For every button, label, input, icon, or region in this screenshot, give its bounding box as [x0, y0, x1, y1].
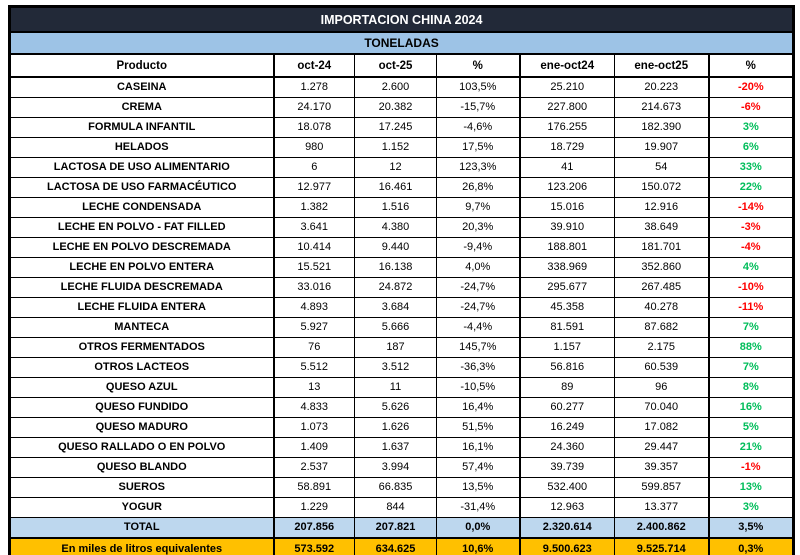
table-row	[10, 77, 794, 97]
product-cell: FORMULA INFANTIL	[10, 117, 274, 137]
value-cell: 58.891	[274, 477, 355, 497]
value-cell: 4.380	[355, 217, 437, 237]
pct-change-cell: 33%	[709, 157, 794, 177]
value-cell: 5.512	[274, 357, 355, 377]
value-cell: 10.414	[274, 237, 355, 257]
value-cell: 17.245	[355, 117, 437, 137]
value-cell: -24,7%	[437, 297, 520, 317]
pct-change-cell: 16%	[709, 397, 794, 417]
table-row	[10, 317, 794, 337]
value-cell: 13.377	[615, 497, 709, 517]
value-cell: 145,7%	[437, 337, 520, 357]
value-cell: -31,4%	[437, 497, 520, 517]
product-cell: OTROS LACTEOS	[10, 357, 274, 377]
product-cell: HELADOS	[10, 137, 274, 157]
value-cell: -24,7%	[437, 277, 520, 297]
pct-change-cell: 7%	[709, 317, 794, 337]
value-cell: 16,1%	[437, 437, 520, 457]
table-row	[10, 257, 794, 277]
pct-change-cell: 8%	[709, 377, 794, 397]
value-cell: 103,5%	[437, 77, 520, 97]
pct-change-cell: -6%	[709, 97, 794, 117]
pct-change-cell: 7%	[709, 357, 794, 377]
total-value-cell: 207.856	[274, 517, 355, 538]
value-cell: 980	[274, 137, 355, 157]
product-cell: LACTOSA DE USO ALIMENTARIO	[10, 157, 274, 177]
value-cell: -4,4%	[437, 317, 520, 337]
liters-value-cell: 10,6%	[437, 538, 520, 555]
value-cell: 295.677	[520, 277, 615, 297]
value-cell: 89	[520, 377, 615, 397]
value-cell: 1.229	[274, 497, 355, 517]
value-cell: 844	[355, 497, 437, 517]
value-cell: 9.440	[355, 237, 437, 257]
product-cell: QUESO RALLADO O EN POLVO	[10, 437, 274, 457]
product-cell: SUEROS	[10, 477, 274, 497]
value-cell: 188.801	[520, 237, 615, 257]
pct-change-cell: -20%	[709, 77, 794, 97]
value-cell: 16.461	[355, 177, 437, 197]
column-header-0: Producto	[10, 54, 274, 77]
value-cell: 20.382	[355, 97, 437, 117]
table-subtitle-row	[10, 32, 794, 54]
value-cell: -4,6%	[437, 117, 520, 137]
column-header-5: ene-oct25	[615, 54, 709, 77]
value-cell: 39.910	[520, 217, 615, 237]
value-cell: 5.927	[274, 317, 355, 337]
value-cell: 3.684	[355, 297, 437, 317]
value-cell: 1.637	[355, 437, 437, 457]
value-cell: 2.600	[355, 77, 437, 97]
value-cell: 1.626	[355, 417, 437, 437]
pct-change-cell: 3%	[709, 117, 794, 137]
value-cell: 20.223	[615, 77, 709, 97]
pct-change-cell: -14%	[709, 197, 794, 217]
value-cell: 2.175	[615, 337, 709, 357]
value-cell: 81.591	[520, 317, 615, 337]
value-cell: 214.673	[615, 97, 709, 117]
product-cell: LACTOSA DE USO FARMACÉUTICO	[10, 177, 274, 197]
value-cell: 13	[274, 377, 355, 397]
product-cell: LECHE EN POLVO ENTERA	[10, 257, 274, 277]
pct-change-cell: 22%	[709, 177, 794, 197]
value-cell: 338.969	[520, 257, 615, 277]
value-cell: 1.278	[274, 77, 355, 97]
value-cell: 12.977	[274, 177, 355, 197]
liters-label: En miles de litros equivalentes	[10, 538, 274, 555]
value-cell: 24.360	[520, 437, 615, 457]
value-cell: 70.040	[615, 397, 709, 417]
value-cell: -10,5%	[437, 377, 520, 397]
value-cell: 18.078	[274, 117, 355, 137]
table-row	[10, 97, 794, 117]
value-cell: 17,5%	[437, 137, 520, 157]
value-cell: 5.626	[355, 397, 437, 417]
table-title: IMPORTACION CHINA 2024	[10, 7, 794, 33]
pct-change-cell: 21%	[709, 437, 794, 457]
product-cell: QUESO FUNDIDO	[10, 397, 274, 417]
table-subtitle: TONELADAS	[10, 32, 794, 54]
table-row	[10, 457, 794, 477]
value-cell: 29.447	[615, 437, 709, 457]
pct-change-cell: 5%	[709, 417, 794, 437]
value-cell: 60.539	[615, 357, 709, 377]
value-cell: 2.537	[274, 457, 355, 477]
table-row	[10, 337, 794, 357]
value-cell: 123,3%	[437, 157, 520, 177]
table-row	[10, 117, 794, 137]
value-cell: 1.152	[355, 137, 437, 157]
value-cell: -36,3%	[437, 357, 520, 377]
product-cell: LECHE EN POLVO - FAT FILLED	[10, 217, 274, 237]
product-cell: LECHE CONDENSADA	[10, 197, 274, 217]
product-cell: LECHE FLUIDA ENTERA	[10, 297, 274, 317]
product-cell: MANTECA	[10, 317, 274, 337]
table-row	[10, 417, 794, 437]
pct-change-cell: 4%	[709, 257, 794, 277]
value-cell: 41	[520, 157, 615, 177]
value-cell: 182.390	[615, 117, 709, 137]
value-cell: 11	[355, 377, 437, 397]
pct-change-cell: -10%	[709, 277, 794, 297]
product-cell: QUESO MADURO	[10, 417, 274, 437]
value-cell: 9,7%	[437, 197, 520, 217]
value-cell: 6	[274, 157, 355, 177]
liters-equivalents-row	[10, 538, 794, 555]
value-cell: 39.739	[520, 457, 615, 477]
value-cell: 16.249	[520, 417, 615, 437]
value-cell: 56.816	[520, 357, 615, 377]
value-cell: 3.641	[274, 217, 355, 237]
table-row	[10, 177, 794, 197]
product-cell: LECHE EN POLVO DESCREMADA	[10, 237, 274, 257]
column-header-1: oct-24	[274, 54, 355, 77]
value-cell: 4,0%	[437, 257, 520, 277]
value-cell: 54	[615, 157, 709, 177]
pct-change-cell: 13%	[709, 477, 794, 497]
total-label: TOTAL	[10, 517, 274, 538]
value-cell: 3.512	[355, 357, 437, 377]
value-cell: 60.277	[520, 397, 615, 417]
table-row	[10, 497, 794, 517]
value-cell: -15,7%	[437, 97, 520, 117]
column-header-2: oct-25	[355, 54, 437, 77]
pct-change-cell: -3%	[709, 217, 794, 237]
value-cell: 267.485	[615, 277, 709, 297]
pct-change-cell: -11%	[709, 297, 794, 317]
column-header-4: ene-oct24	[520, 54, 615, 77]
value-cell: 599.857	[615, 477, 709, 497]
value-cell: 532.400	[520, 477, 615, 497]
pct-change-cell: 88%	[709, 337, 794, 357]
product-cell: QUESO BLANDO	[10, 457, 274, 477]
total-row	[10, 517, 794, 538]
pct-change-cell: 6%	[709, 137, 794, 157]
product-cell: CREMA	[10, 97, 274, 117]
value-cell: 227.800	[520, 97, 615, 117]
value-cell: 13,5%	[437, 477, 520, 497]
pct-change-cell: -1%	[709, 457, 794, 477]
value-cell: 1.382	[274, 197, 355, 217]
table-row	[10, 137, 794, 157]
table-row	[10, 237, 794, 257]
value-cell: 4.893	[274, 297, 355, 317]
column-header-row	[10, 54, 794, 77]
value-cell: 12.963	[520, 497, 615, 517]
product-cell: OTROS FERMENTADOS	[10, 337, 274, 357]
value-cell: 12	[355, 157, 437, 177]
liters-value-cell: 0,3%	[709, 538, 794, 555]
value-cell: 187	[355, 337, 437, 357]
product-cell: CASEINA	[10, 77, 274, 97]
pct-change-cell: -4%	[709, 237, 794, 257]
value-cell: 45.358	[520, 297, 615, 317]
value-cell: 76	[274, 337, 355, 357]
value-cell: 19.907	[615, 137, 709, 157]
table-row	[10, 197, 794, 217]
table-row	[10, 277, 794, 297]
value-cell: 352.860	[615, 257, 709, 277]
product-cell: QUESO AZUL	[10, 377, 274, 397]
product-cell: YOGUR	[10, 497, 274, 517]
table-row	[10, 377, 794, 397]
table-row	[10, 157, 794, 177]
table-title-row	[10, 7, 794, 33]
product-cell: LECHE FLUIDA DESCREMADA	[10, 277, 274, 297]
value-cell: 51,5%	[437, 417, 520, 437]
value-cell: 40.278	[615, 297, 709, 317]
value-cell: 181.701	[615, 237, 709, 257]
column-header-6: %	[709, 54, 794, 77]
value-cell: 12.916	[615, 197, 709, 217]
value-cell: 123.206	[520, 177, 615, 197]
value-cell: 4.833	[274, 397, 355, 417]
value-cell: 1.157	[520, 337, 615, 357]
total-value-cell: 0,0%	[437, 517, 520, 538]
value-cell: 26,8%	[437, 177, 520, 197]
value-cell: 1.516	[355, 197, 437, 217]
value-cell: 87.682	[615, 317, 709, 337]
total-value-cell: 2.320.614	[520, 517, 615, 538]
import-table	[8, 5, 795, 555]
value-cell: 66.835	[355, 477, 437, 497]
value-cell: 176.255	[520, 117, 615, 137]
liters-value-cell: 9.525.714	[615, 538, 709, 555]
value-cell: 16,4%	[437, 397, 520, 417]
table-row	[10, 217, 794, 237]
column-header-3: %	[437, 54, 520, 77]
value-cell: 20,3%	[437, 217, 520, 237]
value-cell: 3.994	[355, 457, 437, 477]
value-cell: 33.016	[274, 277, 355, 297]
value-cell: 39.357	[615, 457, 709, 477]
pct-change-cell: 3%	[709, 497, 794, 517]
value-cell: 24.170	[274, 97, 355, 117]
value-cell: 16.138	[355, 257, 437, 277]
value-cell: 25.210	[520, 77, 615, 97]
total-value-cell: 3,5%	[709, 517, 794, 538]
table-row	[10, 397, 794, 417]
table-row	[10, 297, 794, 317]
value-cell: 38.649	[615, 217, 709, 237]
table-row	[10, 357, 794, 377]
value-cell: 18.729	[520, 137, 615, 157]
value-cell: 1.409	[274, 437, 355, 457]
value-cell: 96	[615, 377, 709, 397]
value-cell: 5.666	[355, 317, 437, 337]
liters-value-cell: 573.592	[274, 538, 355, 555]
value-cell: 15.016	[520, 197, 615, 217]
total-value-cell: 2.400.862	[615, 517, 709, 538]
value-cell: 17.082	[615, 417, 709, 437]
value-cell: 15.521	[274, 257, 355, 277]
table-row	[10, 477, 794, 497]
table-row	[10, 437, 794, 457]
value-cell: 1.073	[274, 417, 355, 437]
value-cell: 24.872	[355, 277, 437, 297]
value-cell: -9,4%	[437, 237, 520, 257]
value-cell: 150.072	[615, 177, 709, 197]
value-cell: 57,4%	[437, 457, 520, 477]
liters-value-cell: 9.500.623	[520, 538, 615, 555]
total-value-cell: 207.821	[355, 517, 437, 538]
liters-value-cell: 634.625	[355, 538, 437, 555]
